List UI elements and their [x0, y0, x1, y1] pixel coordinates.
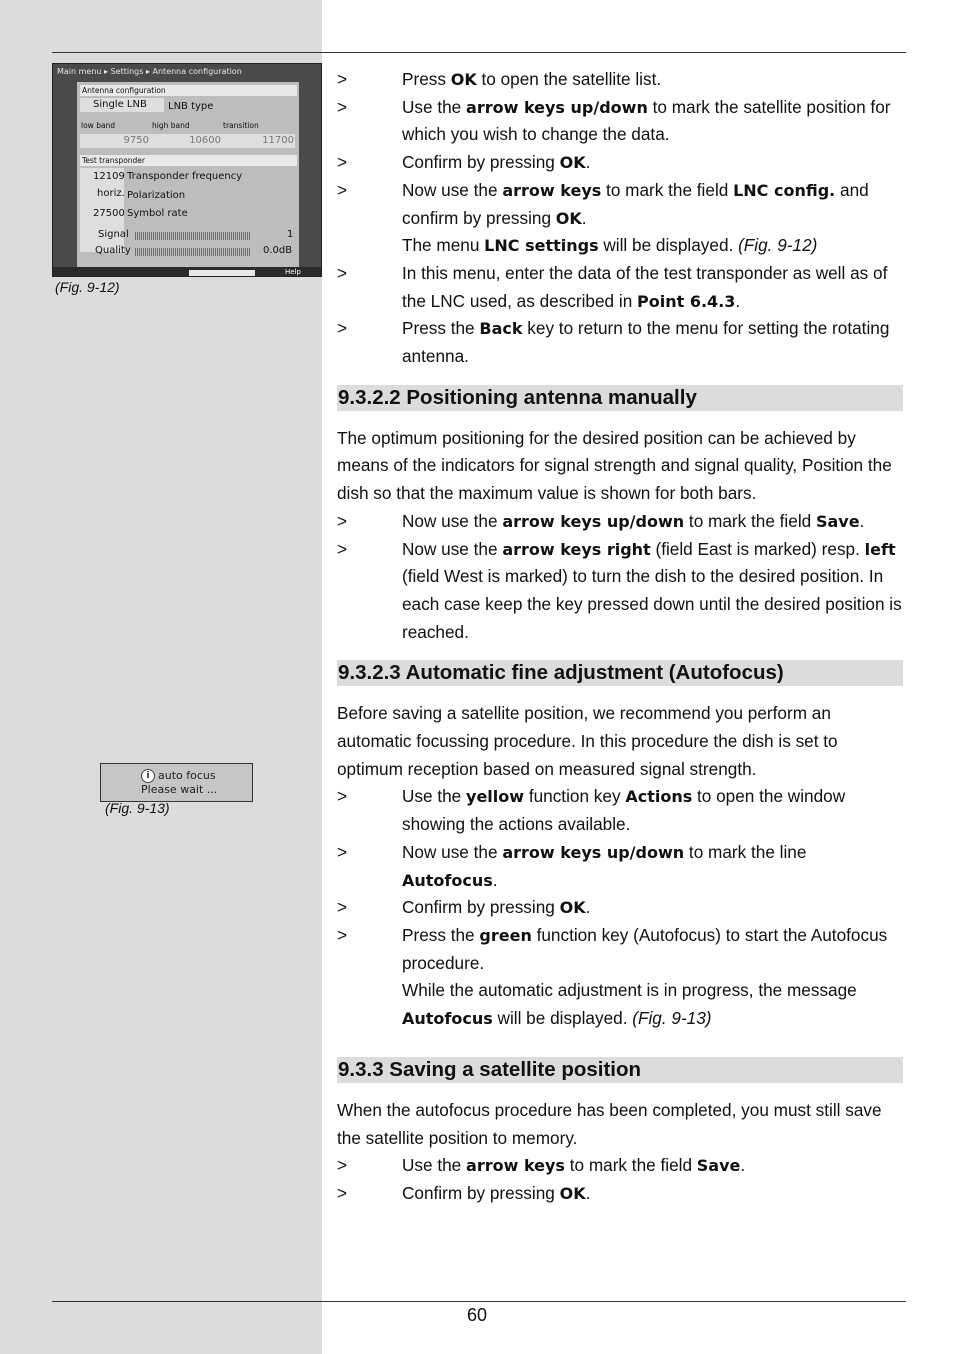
pol-label: Polarization — [127, 190, 186, 201]
section-header-transponder: Test transponder — [80, 155, 297, 166]
paragraph: When the autofocus procedure has been completed, you must still save the satellite position to memory. — [337, 1099, 882, 1148]
bottom-rule — [52, 1301, 906, 1302]
popup-line1: auto focus — [158, 769, 216, 782]
list-item: > Confirm by pressing OK. — [337, 152, 591, 173]
list-item: > Use the arrow keys to mark the field Save. — [337, 1155, 746, 1176]
transition-label: transition — [223, 121, 259, 130]
info-icon: i — [141, 769, 155, 783]
fig-9-12-caption: (Fig. 9-12) — [55, 279, 120, 295]
list-item: > Use the yellow function key Actions to open the window showing the actions available. — [337, 786, 846, 835]
paragraph: The optimum positioning for the desired position can be achieved by means of the indicators for signal strength and signal quality, Position the dish so that the maximum value is shown for both bars. — [337, 427, 892, 504]
page-number: 60 — [466, 1305, 488, 1325]
section-heading: 9.3.2.2 Positioning antenna manually — [337, 385, 903, 411]
list-item: > In this menu, enter the data of the test transponder as well as of the LNC used, as described in Point 6.4.3. — [337, 262, 888, 311]
sr-label: Symbol rate — [127, 208, 188, 219]
pol-value: horiz. — [97, 188, 125, 199]
list-item: > Press the green function key (Autofocus) to start the Autofocus procedure. While the automatic adjustment is in progress, the message Autofocus will be displayed. (Fig. 9-13) — [337, 924, 888, 1029]
fig-9-12-screenshot — [52, 63, 322, 277]
quality-value: 0.0dB — [263, 245, 293, 256]
list-item: > Confirm by pressing OK. — [337, 897, 591, 918]
section-heading: 9.3.3 Saving a satellite position — [337, 1057, 903, 1083]
low-band-label: low band — [81, 121, 116, 130]
list-item: > Now use the arrow keys up/down to mark the field Save. — [337, 510, 865, 531]
fig-9-13-popup — [100, 763, 253, 802]
section-header-antenna: Antenna configuration — [80, 85, 297, 96]
signal-label: Signal — [98, 229, 129, 240]
high-band-label: high band — [152, 121, 190, 130]
main-text-column — [337, 66, 903, 1208]
list-item: > Press the Back key to return to the menu for setting the rotating antenna. — [337, 318, 890, 367]
transition-value: 11700 — [262, 135, 294, 146]
high-band-value: 10600 — [189, 135, 221, 146]
freq-value: 12109 — [93, 171, 125, 182]
list-item: > Use the arrow keys up/down to mark the satellite position for which you wish to change the data. — [337, 96, 891, 145]
fig-9-13-caption: (Fig. 9-13) — [105, 800, 170, 816]
list-item: > Confirm by pressing OK. — [337, 1182, 591, 1203]
low-band-value: 9750 — [123, 135, 149, 146]
help-label: Help — [285, 268, 301, 276]
quality-label: Quality — [95, 245, 131, 256]
quality-bar — [135, 248, 250, 256]
signal-bar — [135, 232, 250, 240]
lnb-label: LNB type — [168, 101, 214, 112]
top-rule — [52, 52, 906, 53]
list-item: > Press OK to open the satellite list. — [337, 69, 662, 89]
list-item: > Now use the arrow keys right (field East is marked) resp. left (field West is marked) to turn the dish to the desired position. In each case keep the key pressed down until the desired position is reached. — [337, 538, 902, 642]
paragraph: Before saving a satellite position, we recommend you perform an automatic focussing procedure. In this procedure the dish is set to optimum reception based on measured signal strength. — [337, 703, 838, 779]
list-item: > Now use the arrow keys to mark the field LNC config. and confirm by pressing OK. The menu LNC settings will be displayed. (Fig. 9-12) — [337, 179, 869, 256]
freq-label: Transponder frequency — [127, 171, 243, 182]
sr-value: 27500 — [93, 208, 125, 219]
lnb-value: Single LNB — [93, 99, 147, 110]
list-item: > Now use the arrow keys up/down to mark the line Autofocus. — [337, 841, 807, 890]
function-bar — [53, 267, 321, 276]
signal-value: 1 — [287, 229, 294, 240]
function-button-strip — [189, 270, 255, 276]
popup-line2: Please wait ... — [141, 783, 218, 796]
section-heading: 9.3.2.3 Automatic fine adjustment (Autofocus) — [337, 660, 903, 686]
breadcrumb: Main menu ▸ Settings ▸ Antenna configuration — [57, 67, 242, 76]
